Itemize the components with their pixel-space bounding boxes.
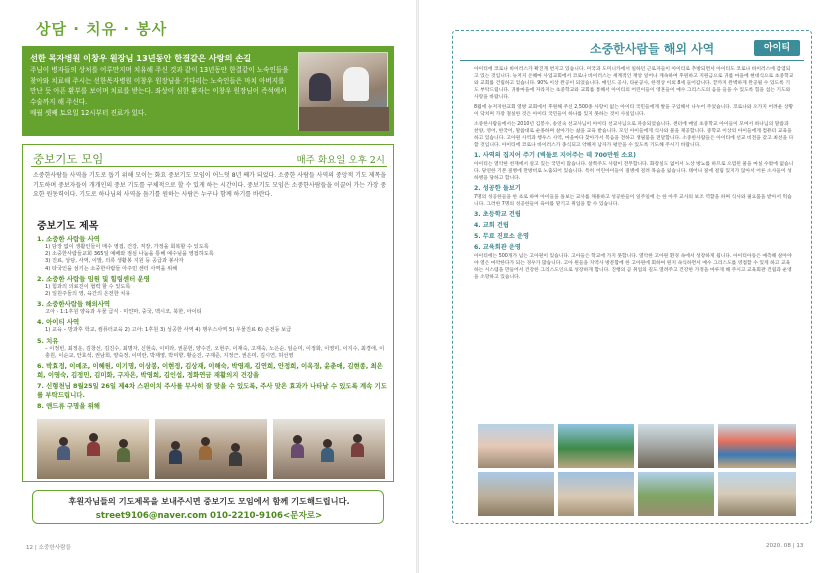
feature-body: 주님이 병자들의 상처를 어루만지며 치유해 주신 것과 같이 13년동안 한결같이 노숙인들을 찾아와 치료해 주시는 선한목자병원 이창우 원장님을 기다리는 노숙인들은 마치 아버지를 만난 듯 아픈 환부를 보이며 치료를 받는다. 좌상이 심한 환자는 이창우 원장님이 즉석에서 수술까지 해 주신다. [30,66,289,106]
right-sections [474,152,794,281]
contact-message: 후원자님들의 기도제목을 보내주시면 중보기도 모임에서 함께 기도해드립니다. [68,496,350,506]
haiti-photos [478,424,796,516]
prayer-item-heading: 4. 아이티 사역 [37,318,80,327]
prayer-item-heading: 1. 소중한 사람들 사역 [37,235,100,243]
haiti-section-body: 아이티는 열악한 천재에서 살고 있는 국민이 많습니다. 살쪽주도 사람이 전무합니다. 화장실도 없어서 노상 방뇨를 하므로 오염된 물을 마실 수밖에 없습니다. 당연한 기본 질병에 만방비로 노출되어 있습니다. 특히 어린아이들이 질병에 걸려 목숨을 잃습니다. 태어나 질에 걸림 있지가 않아서 어른 소사들이 성하병을 당하고 합니다. [474,162,794,181]
prayer-title: 중보기도 모임 [33,152,104,166]
haiti-photo-6 [558,472,634,516]
right-body [474,66,794,284]
haiti-section-body: 아이티에는 500개가 넘는 고아원이 있습니다. 고아들은 학교에 가지 못합니다. 열악한 고아원 환경 속에서 성장하게 됩니다. 아이티아동은 예측해 살아야야 열은 마약한다가 되는 경우가 많습니다. 고아 원들을 지역사 방문함에 한 고아원에 회하여 원지 속식하면서 예수 그리스도를 영접할 수 있게 하고 교육하는 시스템을 만들어서 건강한 그리스도인으로 성장하게 합니다. 진행의 곧 취업의 길도 열려주고 건강한 가정을 마루게 해 주시고 교육회관 건립과 운영을 소망하고 있습니다. [474,254,792,280]
prayer-item-body: 1) 힘과의 의료진이 협력 할 수 있도록 2) 일원주들의 영, 육간의 온전한 치유 [45,283,131,298]
prayer-items-list [37,233,389,411]
contact-info[interactable]: street9106@naver.com 010-2210-9106<문자로> [95,511,323,521]
haiti-photo-8 [718,472,796,516]
prayer-time: 매주 화요일 오후 2시 [296,155,385,166]
haiti-photo-5 [478,472,554,516]
haiti-section-heading: 1. 사역의 집지어 주기 (벽돌로 지어주는 데 700만원 소요) [474,152,637,159]
haiti-photo-3 [638,424,714,468]
prayer-photos [37,419,385,479]
prayer-item-body: 고아 · 1:1후원 양육과 우물 급식 · 미얀마, 중국, 멕시코, 북한, 아이티 [45,309,202,316]
right-folio: 2020. 08 | 13 [766,543,804,549]
left-page [0,0,417,573]
prayer-subtitle: 중보기도 제목 [37,221,99,232]
haiti-paragraph: 아이티에 코로나 바이러스가 확진게 번지고 있습니다. 미국과 도미니카에서 일하던 근로자들이 아이티로 추방되면서 아이티도 코로나 바이러스에 감염되고 있는 것입니다. 뉴저지 온해마 사업교회에서 코로나 바이러스는 세계적인 재앙 일어나 계속하여 후원하고 지원금으로 귀를 마을에 현대식으로 초중학교와 교회를 건립하고 있습니다. 90% 이상 완공이 되었습니다. 매인드 공사, 타운공사, 한정상 이외 8세 들어갑니다. 끝까지 완벽하게 완공될 수 있도록 기도 부탁드립니다. 귀룡마을에 자라지는 초중학교와 교회를 통해서 아이티의 어린이들이 영혼들이 예수 그리스도의 음을 들을 수 있도록 힘을 섬는 기도와 사랑을 바랍니다. [474,67,794,100]
prayer-item-body: – 이정빈, 최정운, 김창선, 김진수, 최명자, 신현숙, 이미라, 권문헌, 양수진, 오현주, 이재숙, 고재숙, 노은순, 임순미, 이정화, 이영미, 이지수, 최경애, 이충원, 이순교, 안효석, 권남희, 양숙정, 이미란, 박재영, 박미향, 황순진, 구재준, 지정근, 권은미, 김시연, 허선영 [45,345,385,359]
haiti-section-body: 7명의 성공한들을 한 초로 하여 아이들을 돌보는 교사를 채용하고 성공한들이 일주일에 는 한 아주 교사의 보조 역할을 하며 식사와 필요품을 받아서 먹습니다. 그러한 7명의 성공한들이 육아를 맡기고 취업을 할 수 있습니다. [474,195,792,207]
prayer-photo-3 [273,419,385,479]
feature-schedule: 매월 셋째 토요일 12시부터 진료가 있다. [30,109,147,117]
prayer-intro: 소중한사람들 사역을 기도로 돕기 위해 모이는 화요 중보기도 모임이 어느덧 8년 째가 되었다. 소중한 사람들 사역의 중앙적 기도 제목을 기도하며 중보자들이 개개인의 중보 기도를 구체적으로 할 수 있게 하는 시간이다. 중보기도 모임은 소중한사람들을 이끌어 가는 가장 중요한 원동력이다. 기도로 하나님의 사역을 듬기를 원하는 사람은 누구나 함께 하기를 바란다. [33,172,387,199]
prayer-photo-1 [37,419,149,479]
right-title: 소중한사람들 해외 사역 [590,42,715,56]
prayer-item-heading: 6. 박효정, 이예조, 이혜원, 이기명, 이상봉, 이현정, 김상재, 이해숙, 박영재, 김연희, 안정희, 이옥경, 윤춘애, 김현종, 최은희, 이영숙, 김정민, 김미화, 구자은, 박영희, 김인섭, 정화연금 재활의지 건강을 [37,362,383,380]
prayer-item-heading: 3. 소중한사람들 해외사역 [37,300,111,309]
right-paragraphs [474,66,794,149]
prayer-item-heading: 5. 치유 [37,336,59,345]
haiti-photo-1 [478,424,554,468]
prayer-item-body: 1) 교육 – 방과후 학교, 컴퓨터교육 2) 고아: 1후원 3) 성공한 사역 4) 행우스사역 5) 우물진료 6) 손전등 보급 [45,327,292,334]
haiti-paragraph: 8월에 뉴저지한교회 열방 교회에서 후원해 주신 2,500종 사랑이 없는 아이티 국민들에게 쌀을 구입해서 나누어 주었습니다. 코로나와 오가지 어려운 상황이 닥치며 가장 절실한 것은 아이티 국민들이 하나를 있지 못하는 것이 사실입니다. [474,105,794,117]
book-spine [416,0,419,573]
haiti-section-heading: 3. 초등학교 건립 [474,211,521,218]
clinic-photo [298,52,388,130]
haiti-section-heading: 6. 교육회관 운영 [474,244,521,251]
haiti-photo-2 [558,424,634,468]
prayer-meeting-box [22,144,394,482]
title-divider [460,60,804,61]
prayer-item-heading: 8. 앤드류 구명을 위해 [37,402,100,411]
haiti-section-heading: 2. 성공한 돌보기 [474,185,521,192]
haiti-paragraph: 소중한사람들에서는 2010년 김봉수, 송연숙 선교사님이 아이티 선교사님으로 파송되었습니다. 센터에 매일 초중학교 아이들이 모여서 하나님의 말씀과 찬양, 영어, 한국어, 말씀대로 순종하며 살아가는 삶을 교육 받습니다. 모인 아이들에게 식사와 물을 제공합니다. 중학교 이상의 아이들에게 컴퓨터 교육을 하고 있습니다. 고아원 사역과 행우스 사역, 마을마다 찾아가서 복음을 전하고 생필품을 전달합니다. 소중한사람들은 아이티에 선교 비전을 갖고 최선을 다할 것입니다. 아이티에 코로나 바이러스가 종식되고 약해져 남자가 평안을 수 있도록 기도해 주시기 바랍니다. [474,122,794,148]
feature-title: 선한 목자병원 이창우 원장님 13년동안 한결같은 사랑의 손길 [30,53,252,63]
haiti-photo-4 [718,424,796,468]
prayer-item-heading: 7. 신형천님 8월25일 26일 제4차 스핀이치 주사를 무사히 잘 맞을 수 있도록, 주사 맞은 효과가 나타날 수 있도록 계속 기도를 부탁드립니다. [37,382,387,400]
feature-box [22,46,394,136]
haiti-section-heading: 5. 무료 진료소 운영 [474,233,529,240]
prayer-item-heading: 2. 소중한 사람들 임원 및 힐링센터 운영 [37,274,150,283]
haiti-photo-7 [638,472,714,516]
prayer-item-body: 1) 담장 없이 생활인들이 매수 영접, 건강, 직장, 가정을 회복할 수 있도록 2) 소중한사람들교회 365일 예배와 점심 나눔을 통해 예수님을 영접하도록 3) 진료, 상담, 사역, 이발, 의류 생활봉 지원 등 공급과 봉사자 4) 타국인을 섬기는 소중한사람들 아주민 센터 사역을 위해 [45,244,214,272]
brand-title: 상담 · 치유 · 봉사 [36,20,168,38]
feature-text [30,52,292,119]
prayer-photo-2 [155,419,267,479]
contact-box [32,490,384,524]
prayer-header [31,151,387,167]
haiti-tag: 아이티 [754,40,800,56]
left-folio: 12 | 소중한사람들 [26,545,71,551]
haiti-section-heading: 4. 교회 건립 [474,222,509,229]
